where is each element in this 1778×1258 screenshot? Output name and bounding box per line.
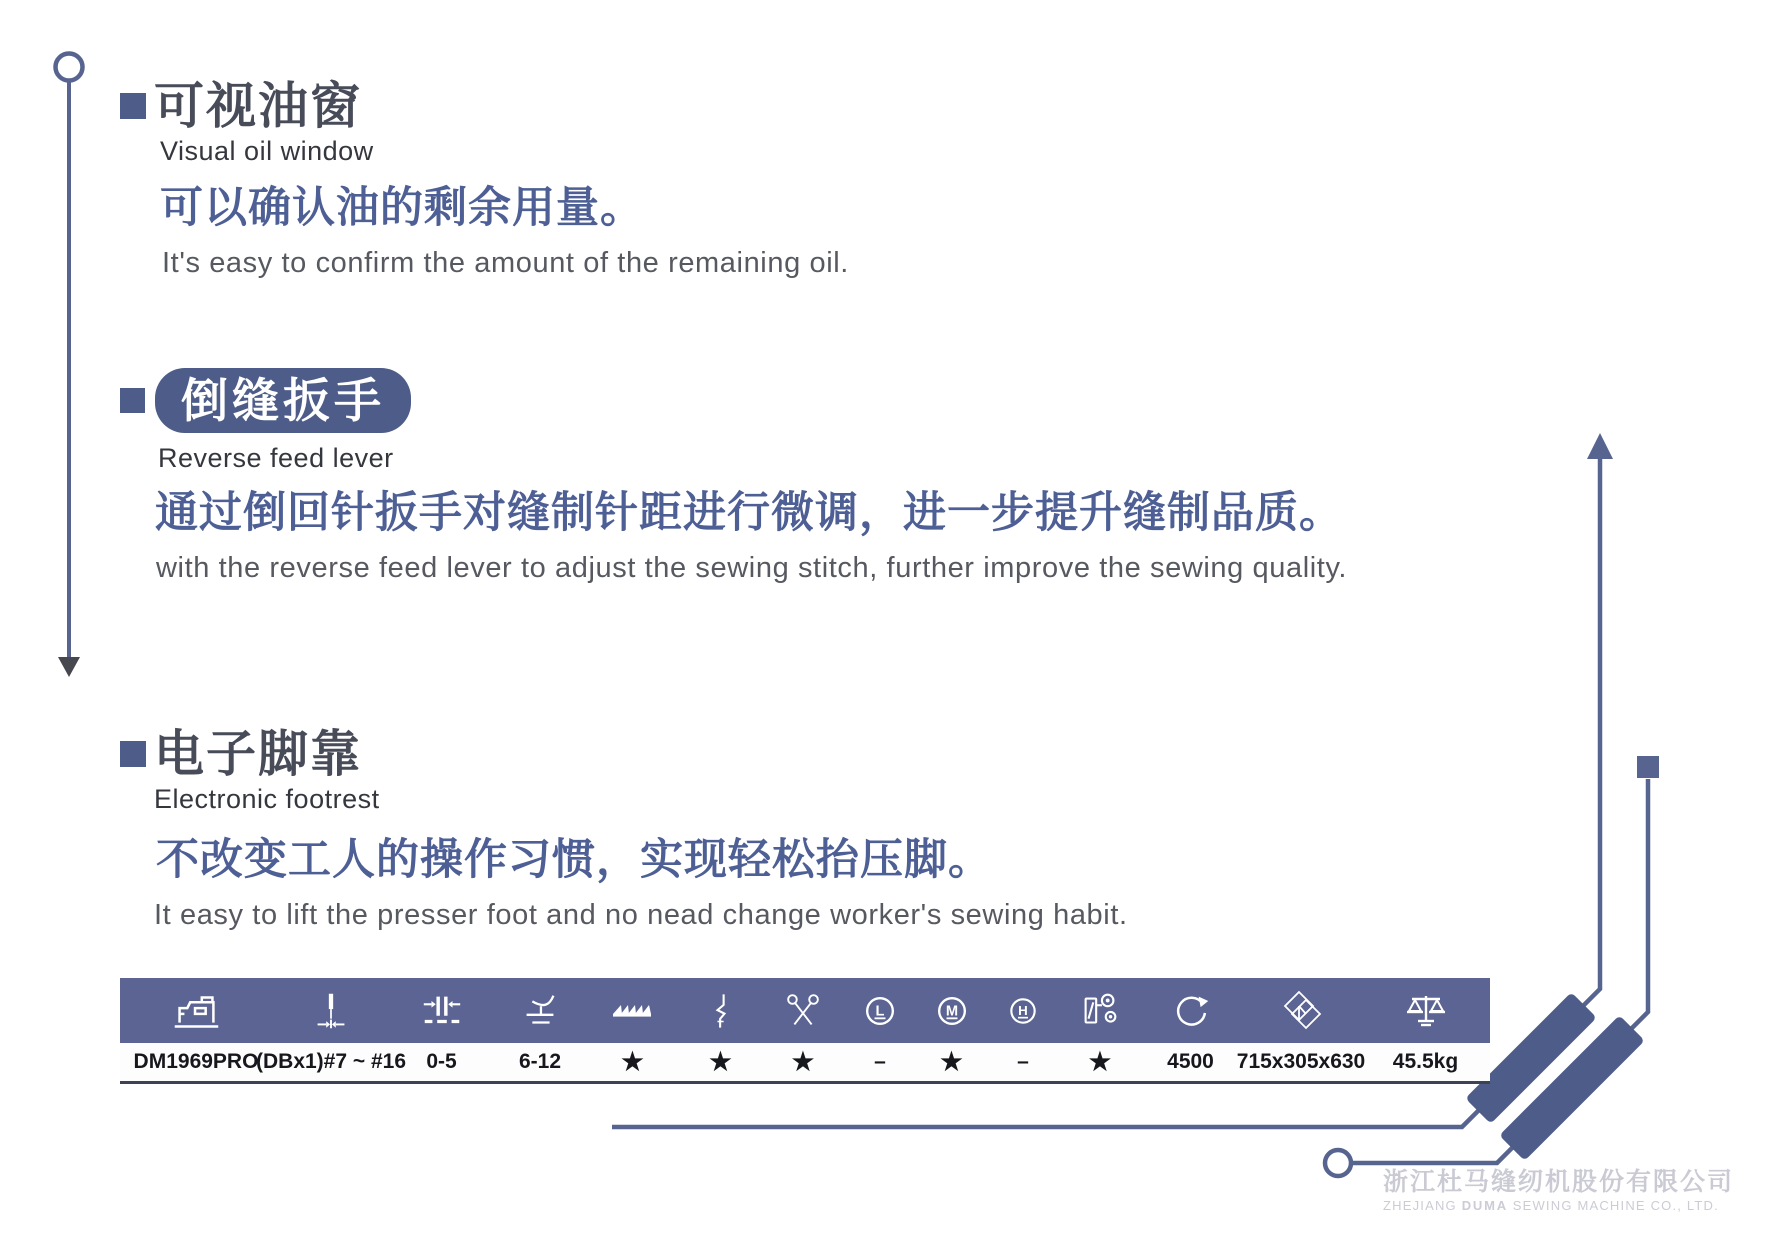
weight-icon [1402,987,1450,1035]
stitch-length-value: 0-5 [426,1050,457,1073]
section-desc-zh: 不改变工人的操作习惯，实现轻松抬压脚。 [156,836,992,884]
section-title-row [120,78,849,134]
spec-value-cell [986,1050,1060,1074]
spec-header-cell [843,987,917,1035]
spec-header-cell [120,987,272,1035]
company-brand: DUMA [1461,1198,1508,1213]
guide-end-circle [1325,1150,1351,1176]
svg-text:L: L [875,1003,885,1020]
section-title-zh: 倒缝扳手 [181,373,385,427]
spec-value-cell [678,1047,763,1077]
feature-section-electronic-footrest [120,726,1128,932]
feature-section-reverse-feed-lever [120,368,1347,585]
section-desc-en: It easy to lift the presser foot and no nead change worker's sewing habit. [154,899,1128,931]
section-desc-en: with the reverse feed lever to adjust the sewing stitch, further improve the sewing quality. [156,552,1348,584]
speed-high-icon [1003,987,1043,1035]
spec-table-header [120,978,1490,1043]
spec-header-cell [986,987,1060,1035]
lubrication-icon [1077,987,1123,1035]
spec-header-cell [272,987,390,1035]
sewing-machine-icon [167,987,225,1035]
spec-value-cell [1140,1050,1241,1074]
stitch-length-icon [419,987,465,1035]
title-pill-badge [155,368,411,433]
svg-text:H: H [1018,1002,1028,1018]
presser-foot-lift-icon [517,987,563,1035]
max-speed-value: 4500 [1167,1050,1214,1073]
timeline-start-circle [56,54,83,81]
guide-square-cap [1637,756,1659,778]
spec-header-cell [390,987,493,1035]
section-desc-en: It's easy to confirm the amount of the remaining oil. [162,247,849,279]
lubrication-value: ★ [1088,1048,1112,1076]
spec-header-cell [763,987,843,1035]
company-region: ZHEJIANG [1382,1198,1457,1213]
down-arrow-icon [58,657,80,677]
spec-header-cell [1060,987,1140,1035]
needle-bar-value: ★ [709,1048,732,1076]
spec-value-cell [390,1050,493,1074]
section-title-en: Visual oil window [160,136,374,166]
packing-size-icon [1276,987,1326,1035]
section-title-en: Electronic footrest [154,784,380,814]
speed-low-value: – [874,1050,886,1073]
feed-dog-value: ★ [621,1048,644,1076]
square-bullet-icon [120,93,146,119]
svg-text:M: M [945,1003,958,1020]
company-suffix: SEWING MACHINE CO., LTD. [1512,1198,1719,1213]
packing-size-value: 715x305x630 [1236,1050,1366,1073]
needle-bar-stroke-icon [700,987,742,1035]
spec-value-cell [843,1050,917,1074]
up-arrow-icon [1587,433,1613,459]
section-title-row [120,368,1347,433]
max-speed-icon [1168,987,1214,1035]
speed-high-value: – [1017,1050,1029,1073]
diagonal-bar-2 [1499,1015,1645,1161]
feed-dog-icon [609,987,657,1035]
company-name-zh: 浙江杜马缝纫机股份有限公司 [1382,1168,1734,1196]
spec-header-cell [587,987,678,1035]
spec-value-cell [256,1050,407,1074]
spec-header-cell [1241,987,1361,1035]
spec-table-values-row [120,1043,1490,1084]
spec-value-cell [1361,1050,1490,1074]
needle-value: (DBx1)#7 ~ #16 [256,1050,407,1073]
speed-low-icon [858,987,902,1035]
needle-size-icon [308,987,354,1035]
feature-section-visual-oil-window [120,78,849,280]
section-title-row [120,726,1128,782]
spec-value-cell [1060,1047,1140,1077]
spec-header-cell [678,987,763,1035]
spec-header-cell [1140,987,1241,1035]
spec-header-cell [493,987,587,1035]
section-title-en: Reverse feed lever [158,443,394,473]
section-title-zh: 可视油窗 [154,78,362,134]
square-bullet-icon [120,388,145,413]
weight-value: 45.5kg [1392,1050,1459,1073]
company-name-en [1383,1198,1734,1214]
thread-trimmer-icon [780,987,826,1035]
spec-header-cell [1361,987,1490,1035]
spec-value-cell [120,1050,272,1074]
spec-header-cell [917,987,986,1035]
model-value: DM1969PRO [133,1050,259,1073]
spec-value-cell [493,1050,587,1074]
section-title-zh: 电子脚靠 [154,726,362,782]
section-desc-zh: 通过倒回针扳手对缝制针距进行微调，进一步提升缝制品质。 [155,489,1343,537]
spec-value-cell [1236,1050,1366,1074]
spec-table [120,978,1490,1084]
spec-value-cell [587,1047,678,1077]
thread-trimmer-value: ★ [791,1048,815,1076]
spec-value-cell [763,1047,843,1077]
guide-line-b [1352,779,1648,1163]
square-bullet-icon [120,741,146,767]
spec-value-cell [917,1047,986,1077]
section-desc-zh: 可以确认油的剩余用量。 [160,184,644,232]
speed-medium-icon [930,987,974,1035]
speed-medium-value: ★ [940,1048,963,1076]
presser-foot-value: 6-12 [518,1050,562,1073]
company-watermark [1383,1168,1734,1214]
